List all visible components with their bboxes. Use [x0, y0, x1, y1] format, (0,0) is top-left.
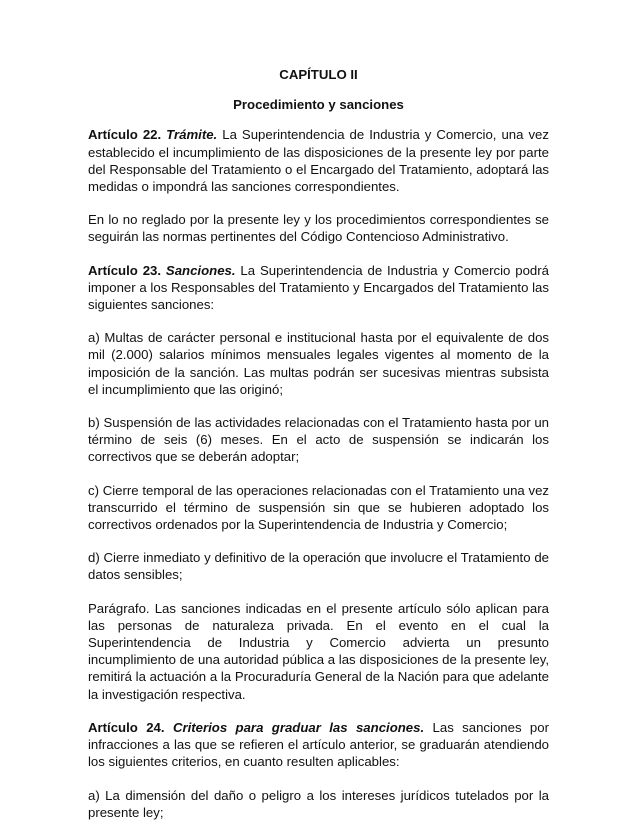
- article-23-paragraph: [88, 262, 549, 314]
- chapter-title: CAPÍTULO II: [279, 67, 358, 82]
- article-text: La Superintendencia de Industria y Comercio podrá imponer a los Responsables del Tratamiento y Encargados del Tratamiento las siguientes sanciones:: [88, 262, 549, 313]
- article-name: Trámite.: [166, 127, 218, 143]
- body-paragraph: En lo no reglado por la presente ley y los procedimientos correspondientes se seguirán las normas pertinentes del Código Contencioso Administrativo.: [88, 212, 549, 245]
- sanction-item-c: c) Cierre temporal de las operaciones relacionadas con el Tratamiento una vez transcurrido el término de suspensión sin que se hubieren adoptado los correctivos ordenados por la Superintendencia de Industria y Comercio;: [88, 482, 549, 533]
- document-page: [88, 66, 549, 837]
- article-name: Criterios para graduar las sanciones.: [172, 719, 425, 735]
- article-label: Artículo 23.: [88, 262, 162, 278]
- section-title: Procedimiento y sanciones: [233, 97, 404, 113]
- sanction-item-d: d) Cierre inmediato y definitivo de la operación que involucre el Tratamiento de datos sensibles;: [88, 550, 549, 583]
- sanction-item-b: b) Suspensión de las actividades relacionadas con el Tratamiento hasta por un término de seis (6) meses. En el acto de suspensión se indicarán los correctivos que se deberán adoptar;: [88, 415, 549, 465]
- article-label: Artículo 24.: [88, 719, 165, 735]
- article-text: La Superintendencia de Industria y Comercio, una vez establecido el incumplimiento de las disposiciones de la presente ley por parte del Responsable del Tratamiento o el Encargado del Tratamiento, adoptará las medidas o impondrá las sanciones correspondientes.: [88, 127, 549, 195]
- sanction-item-a: a) Multas de carácter personal e institucional hasta por el equivalente de dos mil (2.000) salarios mínimos mensuales legales vigentes al momento de la imposición de la sanción. Las multas podrán ser sucesivas mientras subsista el incumplimiento que las originó;: [88, 330, 549, 397]
- article-24-paragraph: [88, 719, 549, 771]
- article-text: Las sanciones por infracciones a las que se refieren el artículo anterior, se graduarán atendiendo los siguientes criterios, en cuanto resulten aplicables:: [88, 719, 549, 770]
- criteria-item-a: a) La dimensión del daño o peligro a los intereses jurídicos tutelados por la presente ley;: [88, 787, 549, 820]
- article-22-paragraph: [88, 126, 549, 195]
- article-name: Sanciones.: [165, 262, 236, 278]
- paragrafo-paragraph: Parágrafo. Las sanciones indicadas en el presente artículo sólo aplican para las personas de naturaleza privada. En el evento en el cual la Superintendencia de Industria y Comercio advierta un presunto incumplimiento de una autoridad pública a las disposiciones de la presente ley, remitirá la actuación a la Procuraduría General de la Nación para que adelante la investigación respectiva.: [88, 600, 549, 702]
- article-label: Artículo 22.: [88, 127, 162, 143]
